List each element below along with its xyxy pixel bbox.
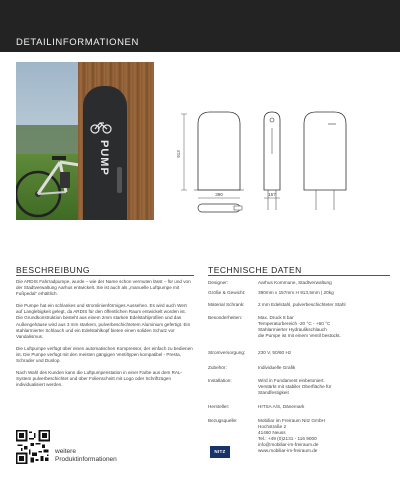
specs-rule — [208, 275, 390, 276]
qr-caption: weitere Produktinformationen — [55, 448, 117, 463]
spec-label: Stromversorgung: — [208, 350, 246, 355]
product-photo — [16, 62, 154, 220]
spec-value: 390mm x 157mm H 913,5mm | 20kg — [258, 290, 334, 295]
description-paragraph: Die ARDIS Fahrradpumpe, wurde – wie der Name schon vermuten lässt – für und von der Stadtverwaltung Aarhus entwickelt. Sie ist auch als „manuelle Luftpumpe mit Fußpedal“ erhältlich. — [16, 279, 191, 297]
dim-height-label: 913 — [176, 150, 181, 158]
top-view — [198, 204, 240, 212]
description-title: BESCHREIBUNG — [16, 265, 91, 275]
spec-label: Größe & Gewicht: — [208, 290, 246, 295]
qr-code[interactable] — [16, 430, 50, 464]
back-view — [304, 112, 346, 190]
specs-title: TECHNISCHE DATEN — [208, 265, 302, 275]
dim-depth-label: 157 — [268, 192, 276, 197]
spec-value: Aarhus Kommune, Stadtverwaltung — [258, 280, 332, 285]
spec-label: Hersteller: — [208, 404, 230, 409]
description-paragraph: Die Luftpumpe verfügt über einen automatischen Kompressor, der einfach zu bedienen ist. Die Pumpe verfügt mit den meisten gängigen Ventiltypen kompatibel - Presta, Schrader und Dunlop. — [16, 345, 193, 364]
spec-value: 2 mm Edelstahl, pulverbeschichteter Stahl — [258, 302, 346, 307]
dim-width-label: 390 — [215, 192, 223, 197]
header-bar — [0, 0, 400, 52]
spec-label: Installation: — [208, 378, 232, 383]
spec-label: Designer: — [208, 280, 229, 285]
spec-value: HITSA A/S, Dänemark — [258, 404, 305, 409]
page-title: DETAILINFORMATIONEN — [16, 37, 139, 48]
spec-label: Bezugsquelle: — [208, 418, 238, 423]
spec-label: Besonderheiten: — [208, 315, 243, 320]
spec-label: Material Schrank: — [208, 302, 245, 307]
description-rule — [16, 275, 194, 276]
spec-label: Zubehör: — [208, 365, 227, 370]
pump-hose — [117, 167, 122, 193]
description-body — [16, 279, 194, 394]
description-paragraph: Nach Wahl des Kunden kann die Luftpumpenstation in einer Farbe aus dem RAL-System pulverbeschichtet und über Folienschnitt mit Logo oder Schriftzügen individualisiert werden. — [16, 370, 183, 388]
technical-drawing — [176, 104, 372, 224]
pump-label: PUMP — [98, 140, 110, 176]
bicycle-icon — [90, 120, 112, 134]
spec-value: Mobiliar im Freiraum Nitz GmbH Hochstraße 2 41460 Neuss Tel.: +49 (0)2131 - 116 9000 info@mobiliar-im-freiraum.de www.mobiliar-im-freiraum.de — [258, 418, 325, 454]
front-view — [198, 112, 240, 190]
nitz-logo: NITZ — [210, 446, 230, 458]
spec-value: 230 V, 50/60 Hz — [258, 350, 292, 355]
spec-value: Individuelle Grafik — [258, 365, 296, 370]
spec-value: Max. Druck 8 bar Temperaturbereich -20 °C - +60 °C Stahlarmierter Hydraulikschlauch die Pumpe ist mit einem Ventil bestückt. — [258, 315, 341, 339]
spec-value: Wird in Fundament einbetoniert. Verstärkt mit stabiler Oberfläche für Standfestigkeit — [258, 378, 332, 396]
description-paragraph: Die Pumpe hat ein schlankes und stromlinienförmiges Aussehen. Es wird auch Wert auf Langlebigkeit gelegt, da ARDIS für den öffentlichen Raum entwickelt worden ist. Die Grundkonstruktion besteht aus einem 2mm starken Edelstahlprofilen und das Außengehäuse wird aus 3 mm starkem, pulverbeschichtetem Aluminium gefertigt. Ein stahlarmierter Schlauch und ein Edelstahlkopf bieten einen soliden Schutz vor Vandalismus. — [16, 303, 191, 339]
